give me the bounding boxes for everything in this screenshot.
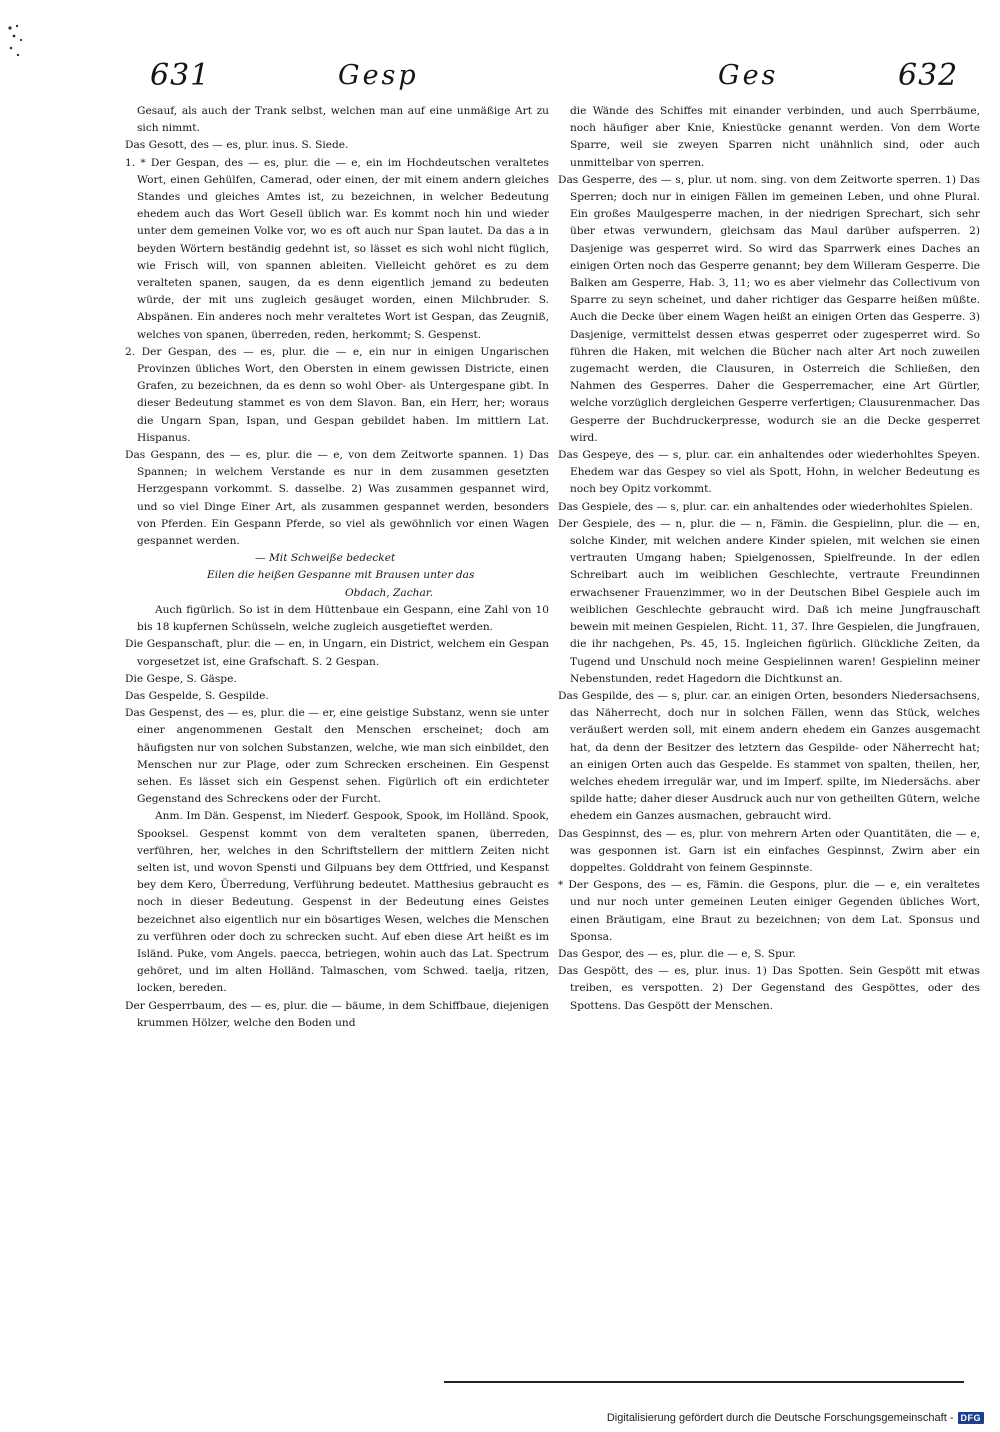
verse-line: Obdach, Zachar. [345,586,434,599]
verse-line: — Mit Schweiße bedecket [255,552,396,565]
dictionary-entry: Das Gespelde, S. Gespilde. [125,689,269,702]
dictionary-entry: Die Gespanschaft, plur. die — en, in Ungarn, ein District, welchem ein Gespan vorgesetzet ist, eine Grafschaft. S. 2 Gespan. [125,638,549,668]
dictionary-entry: Das Gespann, des — es, plur. die — e, von dem Zeitworte spannen. 1) Das Spannen; in welchem Verstande es nur in dem zusammen gesetzten Herzgespann vorkommt. S. dasselbe. 2) Was zusammen gespannet wird, und so viel Dinge Einer Art, als zusammen gespannet werden, besonders von Pferden. Ein Gespann Pferde, so viel als gewöhnlich vor einen Wagen gespannet werden. [125,449,549,548]
scan-edge-marks [6,22,28,62]
dictionary-entry: 1. * Der Gespan, des — es, plur. die — e, ein im Hochdeutschen veraltetes Wort, einen Gehülfen, Camerad, oder einen, der mit einem andern gleiches Standes und gleiches Amtes ist, zu bezeichnen, in welcher Bedeutung ehedem auch das Wort Gesell üblich war. Es kommt noch hin und wieder unter dem gemeinen Volke vor, wo es oft auch nur Span lautet. Da das a in beyden Wörtern beständig gedehnt ist, so lässet es sich wohl nicht füglich, wie Frisch will, von spannen ableiten. Vielleicht gehöret es zu dem veralteten spanen, saugen, da es denn eigentlich jemand zu bedeuten würde, der mit uns zugleich gesäuget worden, einen Milchbruder. S. Abspänen. Ein anderes noch mehr veraltetes Wort ist Gespan, das Zeugniß, welches von spanen, überreden, reden, herkommt; S. Gespenst. [125,156,549,341]
dictionary-entry: Das Gespilde, des — s, plur. car. an einigen Orten, besonders Niedersachsens, das Näherrecht, doch nur in solchen Fällen, wenn das Stück, welches veräußert werden soll, mit einem andern ehedem ein Ganzes ausgemacht hat, da denn der Besitzer des letztern das Gespilde- oder Näherrecht hat; an einigen Orten auch das Gespelde. Es stammet von spalten, theilen, her, welches ehedem irregulär war, und im Imperf. spilte, im Niedersächs. aber spilde hatte; daher dieser Ausdruck auch nur von getheilten Gütern, welche ehedem ein Ganzes ausmachen, gebraucht wird. [558,689,980,823]
dictionary-entry: Das Gespenst, des — es, plur. die — er, eine geistige Substanz, wenn sie unter einer angenommenen Gestalt den Menschen erscheinet; doch am häufigsten nur von solchen Substanzen, welche, wie man sich einbildet, den Menschen nur zur Plage, oder zum Schrecken erscheinen. Ein Gespenst sehen. Es lässet sich ein Gespenst sehen. Figürlich oft ein erdichteter Gegenstand des Schreckens oder der Furcht. [125,707,549,806]
etymology-note: Anm. Im Dän. Gespenst, im Niederf. Gespook, Spook, im Holländ. Spook, Spooksel. Gespenst kommt von dem veralteten spanen, überreden, verführen, her, welches in den Schriftstellern der mittlern Zeiten nicht selten ist, und wovon Spensti und Gilpuans bey dem Ottfried, und Kespanst bey dem Kero, Überredung, Verführung bedeutet. Matthesius gebraucht es noch in dieser Bedeutung. Gespenst in der Bedeutung eines Geistes bezeichnet also eigentlich nur ein bösartiges Wesen, welches die Menschen zu verführen oder doch zu schrecken sucht. Auf eben diese Art heißt es im Isländ. Puke, vom Angels. paecca, betriegen, wohin auch das Lat. Spectrum gehöret, und im alten Holländ. Talmaschen, vom Schwed. taelja, ritzen, locken, bereden. [137,810,549,995]
digitization-footer [607,1409,984,1427]
left-page-number: 631 [150,58,211,93]
left-column [125,103,549,1032]
dictionary-entry: Das Gespinnst, des — es, plur. von mehrern Arten oder Quantitäten, die — e, was gesponnen ist. Garn ist ein einfaches Gespinnst, Zwirn aber ein doppeltes. Golddraht von feinem Gespinnste. [558,827,980,874]
dictionary-entry: Das Gesott, des — es, plur. inus. S. Siede. [125,139,349,152]
dictionary-entry: die Wände des Schiffes mit einander verbinden, und auch Sperrbäume, noch häufiger aber Knie, Kniestücke genannt werden. Von dem Worte Sparre, weil sie zweyen Sparren nicht unähnlich sind, oder auch unmittelbar von sperren. [570,105,980,169]
right-running-head: Ges [718,60,779,91]
dictionary-entry: 2. Der Gespan, des — es, plur. die — e, ein nur in einigen Ungarischen Provinzen übliches Wort, den Obersten in einem gewissen Districte, einen Grafen, zu bezeichnen, da es denn so wohl Ober- als Untergespane gibt. In dieser Bedeutung stammet es von dem Slavon. Ban, ein Herr, her; woraus die Ungarn Span, Ispan, und Gespan gebildet haben. Im mittlern Lat. Hispanus. [125,345,549,444]
footer-credit-text: Digitalisierung gefördert durch die Deutsche Forschungsgemeinschaft - [606,1412,954,1424]
bottom-rule [444,1381,964,1383]
dictionary-entry: Auch figürlich. So ist in dem Hüttenbaue ein Gespann, eine Zahl von 10 bis 18 kupfernen Schüsseln, welche zugleich ausgetieftet werden. [137,603,549,634]
dictionary-entry: Das Gespiele, des — s, plur. car. ein anhaltendes oder wiederhohltes Spielen. [558,500,973,513]
dfg-logo-icon: DFG [958,1412,985,1424]
dictionary-entry: Das Gespött, des — es, plur. inus. 1) Das Spotten. Sein Gespött mit etwas treiben, es verspotten. 2) Der Gegenstand des Gespöttes, oder des Spottens. Das Gespött der Menschen. [558,965,980,1012]
dictionary-entry: * Der Gespons, des — es, Fämin. die Gespons, plur. die — e, ein veraltetes und nur noch unter gemeinen Leuten einiger Gegenden übliches Wort, einen Bräutigam, eine Braut zu bezeichnen; von dem Lat. Sponsus und Sponsa. [558,879,980,943]
dictionary-entry: Der Gespiele, des — n, plur. die — n, Fämin. die Gespielinn, plur. die — en, solche Kinder, mit welchen andere Kinder spielen, mit welchen sie einen vertrauten Umgang haben; Spielgenossen, Spielfreunde. In der edlen Schreibart auch im weiblichen Geschlechte, vertraute Freundinnen erwachsener Frauenzimmer, wo in der Deutschen Bibel Gespiele auch im weiblichen Geschlechte gebraucht wird. Daß ich meine Jungfrauschaft bewein mit meinen Gespielen, Richt. 11, 37. Ihre Gespielen, die Jungfrauen, die ihr nachgehen, Ps. 45, 15. Ingleichen figürlich. Glückliche Zeiten, da Tugend und Unschuld noch meine Gespielinnen waren! Gespielinn meiner Nebenstunden, redet Hagedorn die Dichtkunst an. [558,517,980,685]
dictionary-entry: Der Gesperrbaum, des — es, plur. die — bäume, in dem Schiffbaue, diejenigen krummen Hölzer, welche den Boden und [125,999,549,1029]
dictionary-entry: Die Gespe, S. Gäspe. [125,672,237,685]
left-running-head: Gesp [338,60,419,91]
right-column [558,103,980,1015]
dictionary-entry: Gesauf, als auch der Trank selbst, welchen man auf eine unmäßige Art zu sich nimmt. [137,105,549,135]
dictionary-entry: Das Gesperre, des — s, plur. ut nom. sing. von dem Zeitworte sperren. 1) Das Sperren; doch nur in einigen Fällen im gemeinen Leben, und ohne Plural. Ein großes Maulgesperre machen, in der niedrigen Sprechart, sich sehr über etwas verwundern, gleichsam das Maul darüber aufsperren. 2) Dasjenige was gesperret wird. So wird das Sparrwerk eines Daches an einigen Orten noch das Gesperre genannt; bey dem Willeram Gesperre. Die Balken am Gesperre, Hab. 3, 11; wo es aber vielmehr das Collectivum von Sparre zu seyn scheinet, und daher richtiger das Gesparre heißen müßte. Auch die Decke über einem Wagen heißt an einigen Orten das Gesperre. 3) Dasjenige, vermittelst dessen etwas gesperret oder zugesperret wird. So führen die Haken, mit welchen die Bücher nach alter Art noch zuweilen zugemacht werden, die Clausuren, in Osterreich die Schließen, den Nahmen des Gesperres. Daher die Gesperremacher, eine Art Gürtler, welche vorzüglich dergleichen Gesperre verfertigen; Clausurenmacher. Das Gesperre der Buchdruckerpresse, wodurch sie an die Decke gesperret wird. [558,173,980,444]
dictionary-entry: Das Gespor, des — es, plur. die — e, S. Spur. [558,947,796,960]
dictionary-entry: Das Gespeye, des — s, plur. car. ein anhaltendes oder wiederhohltes Speyen. Ehedem war das Gespey so viel als Spott, Hohn, in welcher Bedeutung es noch bey Opitz vorkommt. [558,449,980,496]
verse-line: Eilen die heißen Gespanne mit Brausen unter das [207,569,475,582]
right-page-number: 632 [898,58,959,93]
page-header [0,58,1000,100]
